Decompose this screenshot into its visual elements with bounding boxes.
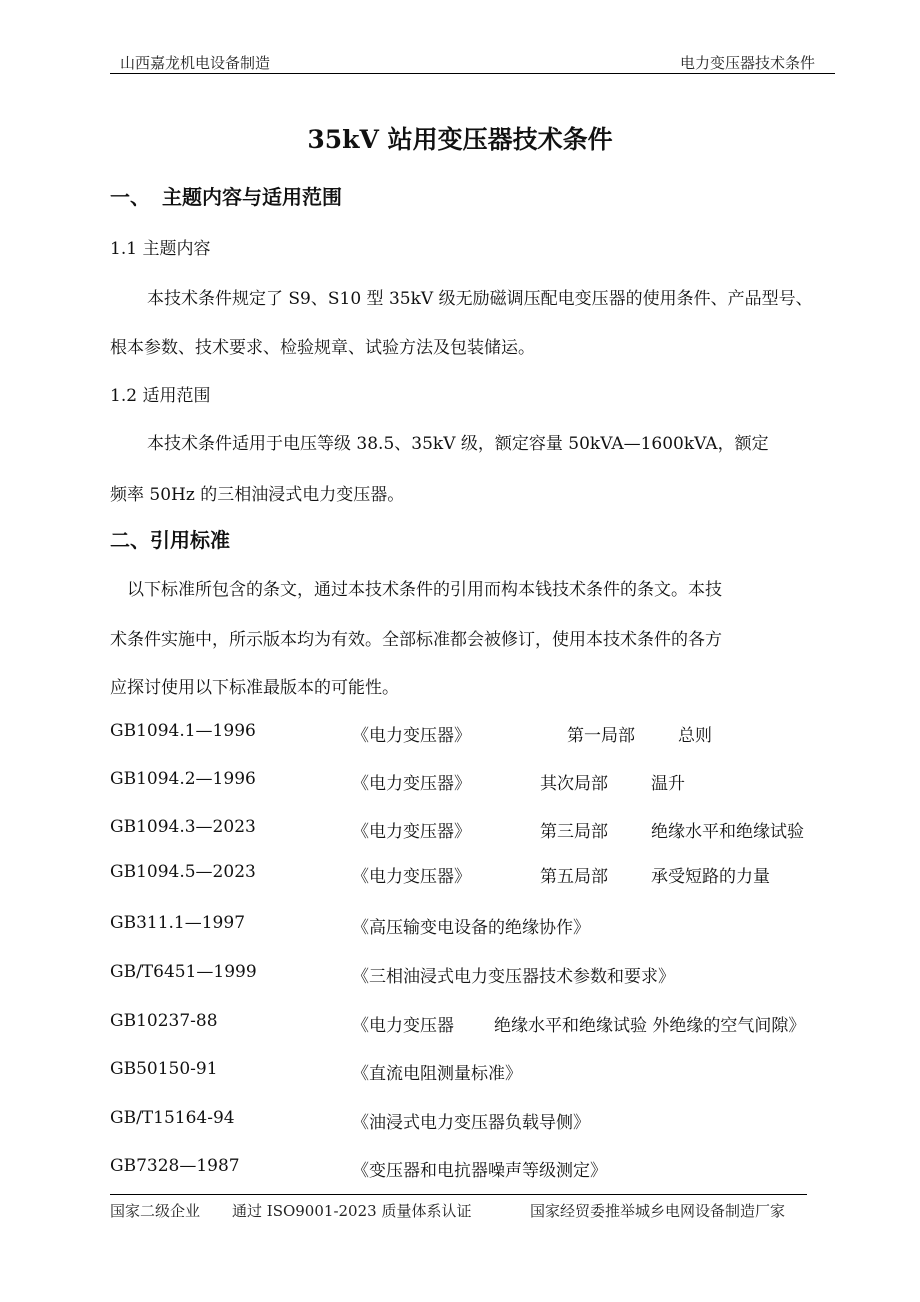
section2-heading: 二、引用标准 (110, 528, 230, 552)
reference-code: GB1094.5—2023 (110, 862, 256, 882)
reference-code: GB/T6451—1999 (110, 962, 257, 982)
para1-line2: 根本参数、技术要求、检验规章、试验方法及包装储运。 (110, 338, 535, 358)
reference-subject: 绝缘水平和绝缘试验 (651, 822, 804, 842)
reference-code: GB10237-88 (110, 1011, 218, 1031)
footer-enterprise: 国家二级企业 (110, 1202, 201, 1220)
para2-line1: 本技术条件适用于电压等级 38.5、35kV 级，额定容量 50kVA—1600kVA，额定 (147, 434, 769, 454)
reference-title: 《直流电阻测量标准》 (352, 1064, 522, 1084)
reference-subject: 温升 (651, 774, 685, 794)
section1-number: 一、 (110, 185, 150, 209)
page-title: 35kV 站用变压器技术条件 (307, 125, 613, 154)
section2-para-line2: 术条件实施中，所示版本均为有效。全部标准都会被修订，使用本技术条件的各方 (110, 630, 722, 650)
reference-code: GB311.1—1997 (110, 913, 246, 933)
reference-title: 《油浸式电力变压器负载导侧》 (352, 1113, 590, 1133)
para1-line1: 本技术条件规定了 S9、S10 型 35kV 级无励磁调压配电变压器的使用条件、产品型号、 (147, 289, 813, 309)
footer-rule (110, 1194, 807, 1195)
header-rule (110, 73, 835, 74)
header-doc-title: 电力变压器技术条件 (680, 54, 816, 72)
reference-part: 第一局部 (567, 726, 635, 746)
reference-part: 绝缘水平和绝缘试验 外绝缘的空气间隙》 (494, 1016, 806, 1036)
section2-para-line1: 以下标准所包含的条文，通过本技术条件的引用而构本钱技术条件的条文。本技 (127, 580, 722, 600)
header-company: 山西嘉龙机电设备制造 (120, 54, 271, 72)
para2-line2: 频率 50Hz 的三相油浸式电力变压器。 (110, 485, 405, 505)
reference-part: 第三局部 (540, 822, 608, 842)
subsection-1-1: 1.1 主题内容 (110, 239, 211, 259)
reference-title: 《变压器和电抗器噪声等级测定》 (352, 1161, 607, 1181)
reference-title: 《三相油浸式电力变压器技术参数和要求》 (352, 967, 675, 987)
reference-part: 第五局部 (540, 867, 608, 887)
section2-para-line3: 应探讨使用以下标准最版本的可能性。 (110, 678, 399, 698)
reference-title: 《电力变压器 (352, 1016, 454, 1036)
reference-code: GB1094.1—1996 (110, 721, 256, 741)
reference-code: GB1094.2—1996 (110, 769, 256, 789)
reference-subject: 承受短路的力量 (651, 867, 770, 887)
reference-title: 《电力变压器》 (352, 726, 471, 746)
subsection-1-2: 1.2 适用范围 (110, 386, 211, 406)
reference-code: GB/T15164-94 (110, 1108, 235, 1128)
footer-recommendation: 国家经贸委推举城乡电网设备制造厂家 (530, 1202, 786, 1220)
reference-title: 《高压输变电设备的绝缘协作》 (352, 918, 590, 938)
reference-code: GB7328—1987 (110, 1156, 240, 1176)
footer-certification: 通过 ISO9001-2023 质量体系认证 (232, 1202, 472, 1220)
section1-heading: 主题内容与适用范围 (162, 185, 342, 209)
reference-title: 《电力变压器》 (352, 822, 471, 842)
reference-subject: 总则 (678, 726, 712, 746)
reference-code: GB50150-91 (110, 1059, 218, 1079)
reference-code: GB1094.3—2023 (110, 817, 256, 837)
reference-title: 《电力变压器》 (352, 867, 471, 887)
reference-title: 《电力变压器》 (352, 774, 471, 794)
reference-part: 其次局部 (540, 774, 608, 794)
